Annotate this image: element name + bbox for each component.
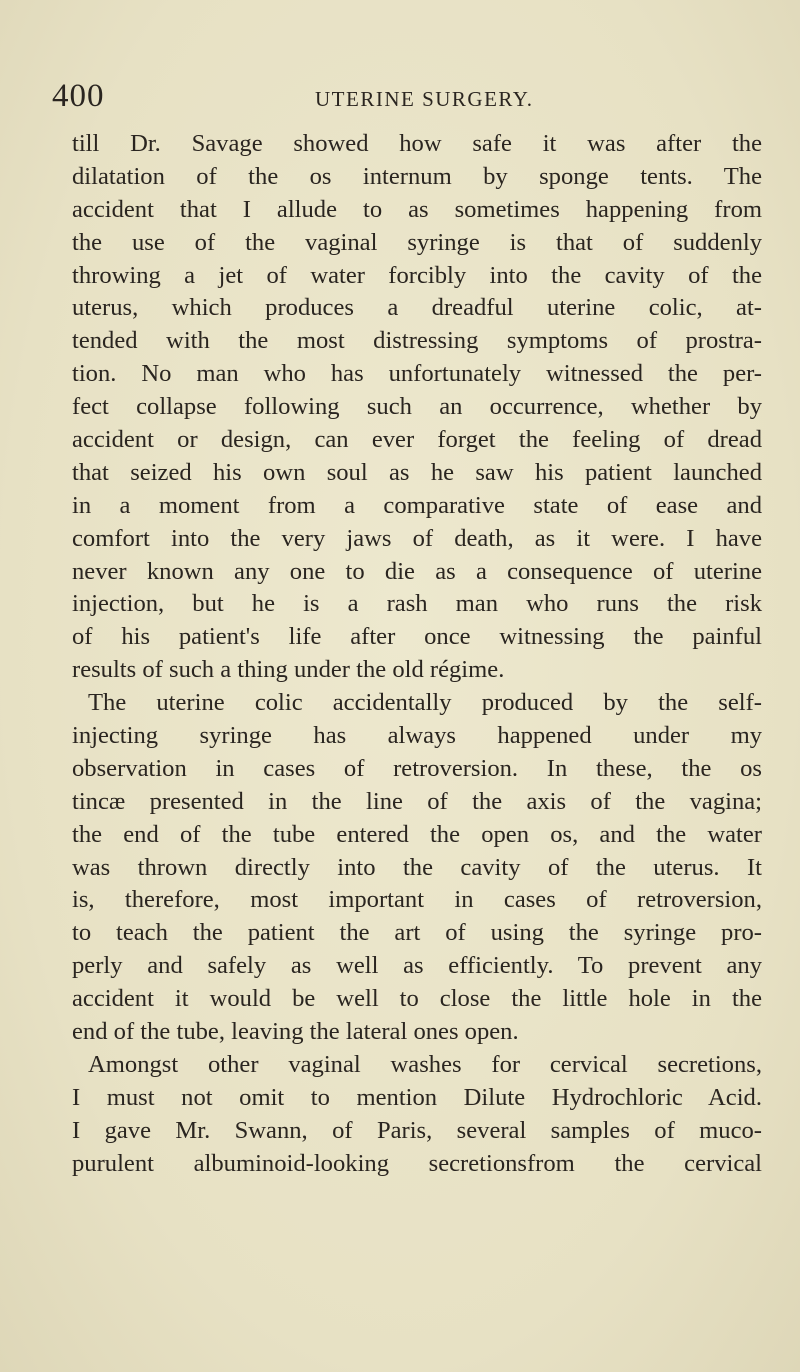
text-line: accident or design, can ever forget the feeling of dread xyxy=(72,426,762,454)
page-header xyxy=(52,76,752,116)
body-text xyxy=(72,128,762,1181)
text-line: perly and safely as well as efficiently. To prevent any xyxy=(72,952,762,980)
text-line: results of such a thing under the old régime. xyxy=(72,656,505,684)
text-line: Amongst other vaginal washes for cervical secretions, xyxy=(88,1050,762,1078)
text-line: tincæ presented in the line of the axis of the vagina; xyxy=(72,787,762,815)
text-line: throwing a jet of water forcibly into the cavity of the xyxy=(72,261,762,289)
text-line: that seized his own soul as he saw his patient launched xyxy=(72,458,762,486)
text-line: observation in cases of retroversion. In these, the os xyxy=(72,754,762,782)
text-line: to teach the patient the art of using the syringe pro- xyxy=(72,919,762,947)
text-line: the end of the tube entered the open os, and the water xyxy=(72,820,762,848)
text-line: The uterine colic accidentally produced by the self- xyxy=(88,689,762,717)
text-line: comfort into the very jaws of death, as it were. I have xyxy=(72,524,762,552)
text-line: tended with the most distressing symptoms of prostra- xyxy=(72,327,762,355)
text-line: uterus, which produces a dreadful uterine colic, at- xyxy=(72,294,762,322)
text-line: purulent albuminoid-looking secretionsfrom the cervical xyxy=(72,1149,762,1177)
text-line: of his patient's life after once witnessing the painful xyxy=(72,623,762,651)
text-line: the use of the vaginal syringe is that of suddenly xyxy=(72,228,762,256)
text-line: fect collapse following such an occurrence, whether by xyxy=(72,393,762,421)
text-line: is, therefore, most important in cases of retroversion, xyxy=(72,886,762,914)
text-line: was thrown directly into the cavity of the uterus. It xyxy=(72,853,762,881)
text-line: never known any one to die as a consequence of uterine xyxy=(72,557,762,585)
page-number: 400 xyxy=(52,78,105,114)
text-line: tion. No man who has unfortunately witnessed the per- xyxy=(72,360,762,388)
text-line: in a moment from a comparative state of ease and xyxy=(72,491,762,519)
text-line: dilatation of the os internum by sponge tents. The xyxy=(72,162,762,190)
text-line: I gave Mr. Swann, of Paris, several samples of muco- xyxy=(72,1116,762,1144)
text-line: injection, but he is a rash man who runs the risk xyxy=(72,590,762,618)
running-title: UTERINE SURGERY. xyxy=(315,87,534,111)
text-line: end of the tube, leaving the lateral ones open. xyxy=(72,1018,519,1046)
text-line: injecting syringe has always happened under my xyxy=(72,722,762,750)
text-line: I must not omit to mention Dilute Hydrochloric Acid. xyxy=(72,1083,762,1111)
text-line: accident that I allude to as sometimes happening from xyxy=(72,195,762,223)
text-line: till Dr. Savage showed how safe it was after the xyxy=(72,130,762,157)
text-line: accident it would be well to close the little hole in the xyxy=(72,985,762,1013)
